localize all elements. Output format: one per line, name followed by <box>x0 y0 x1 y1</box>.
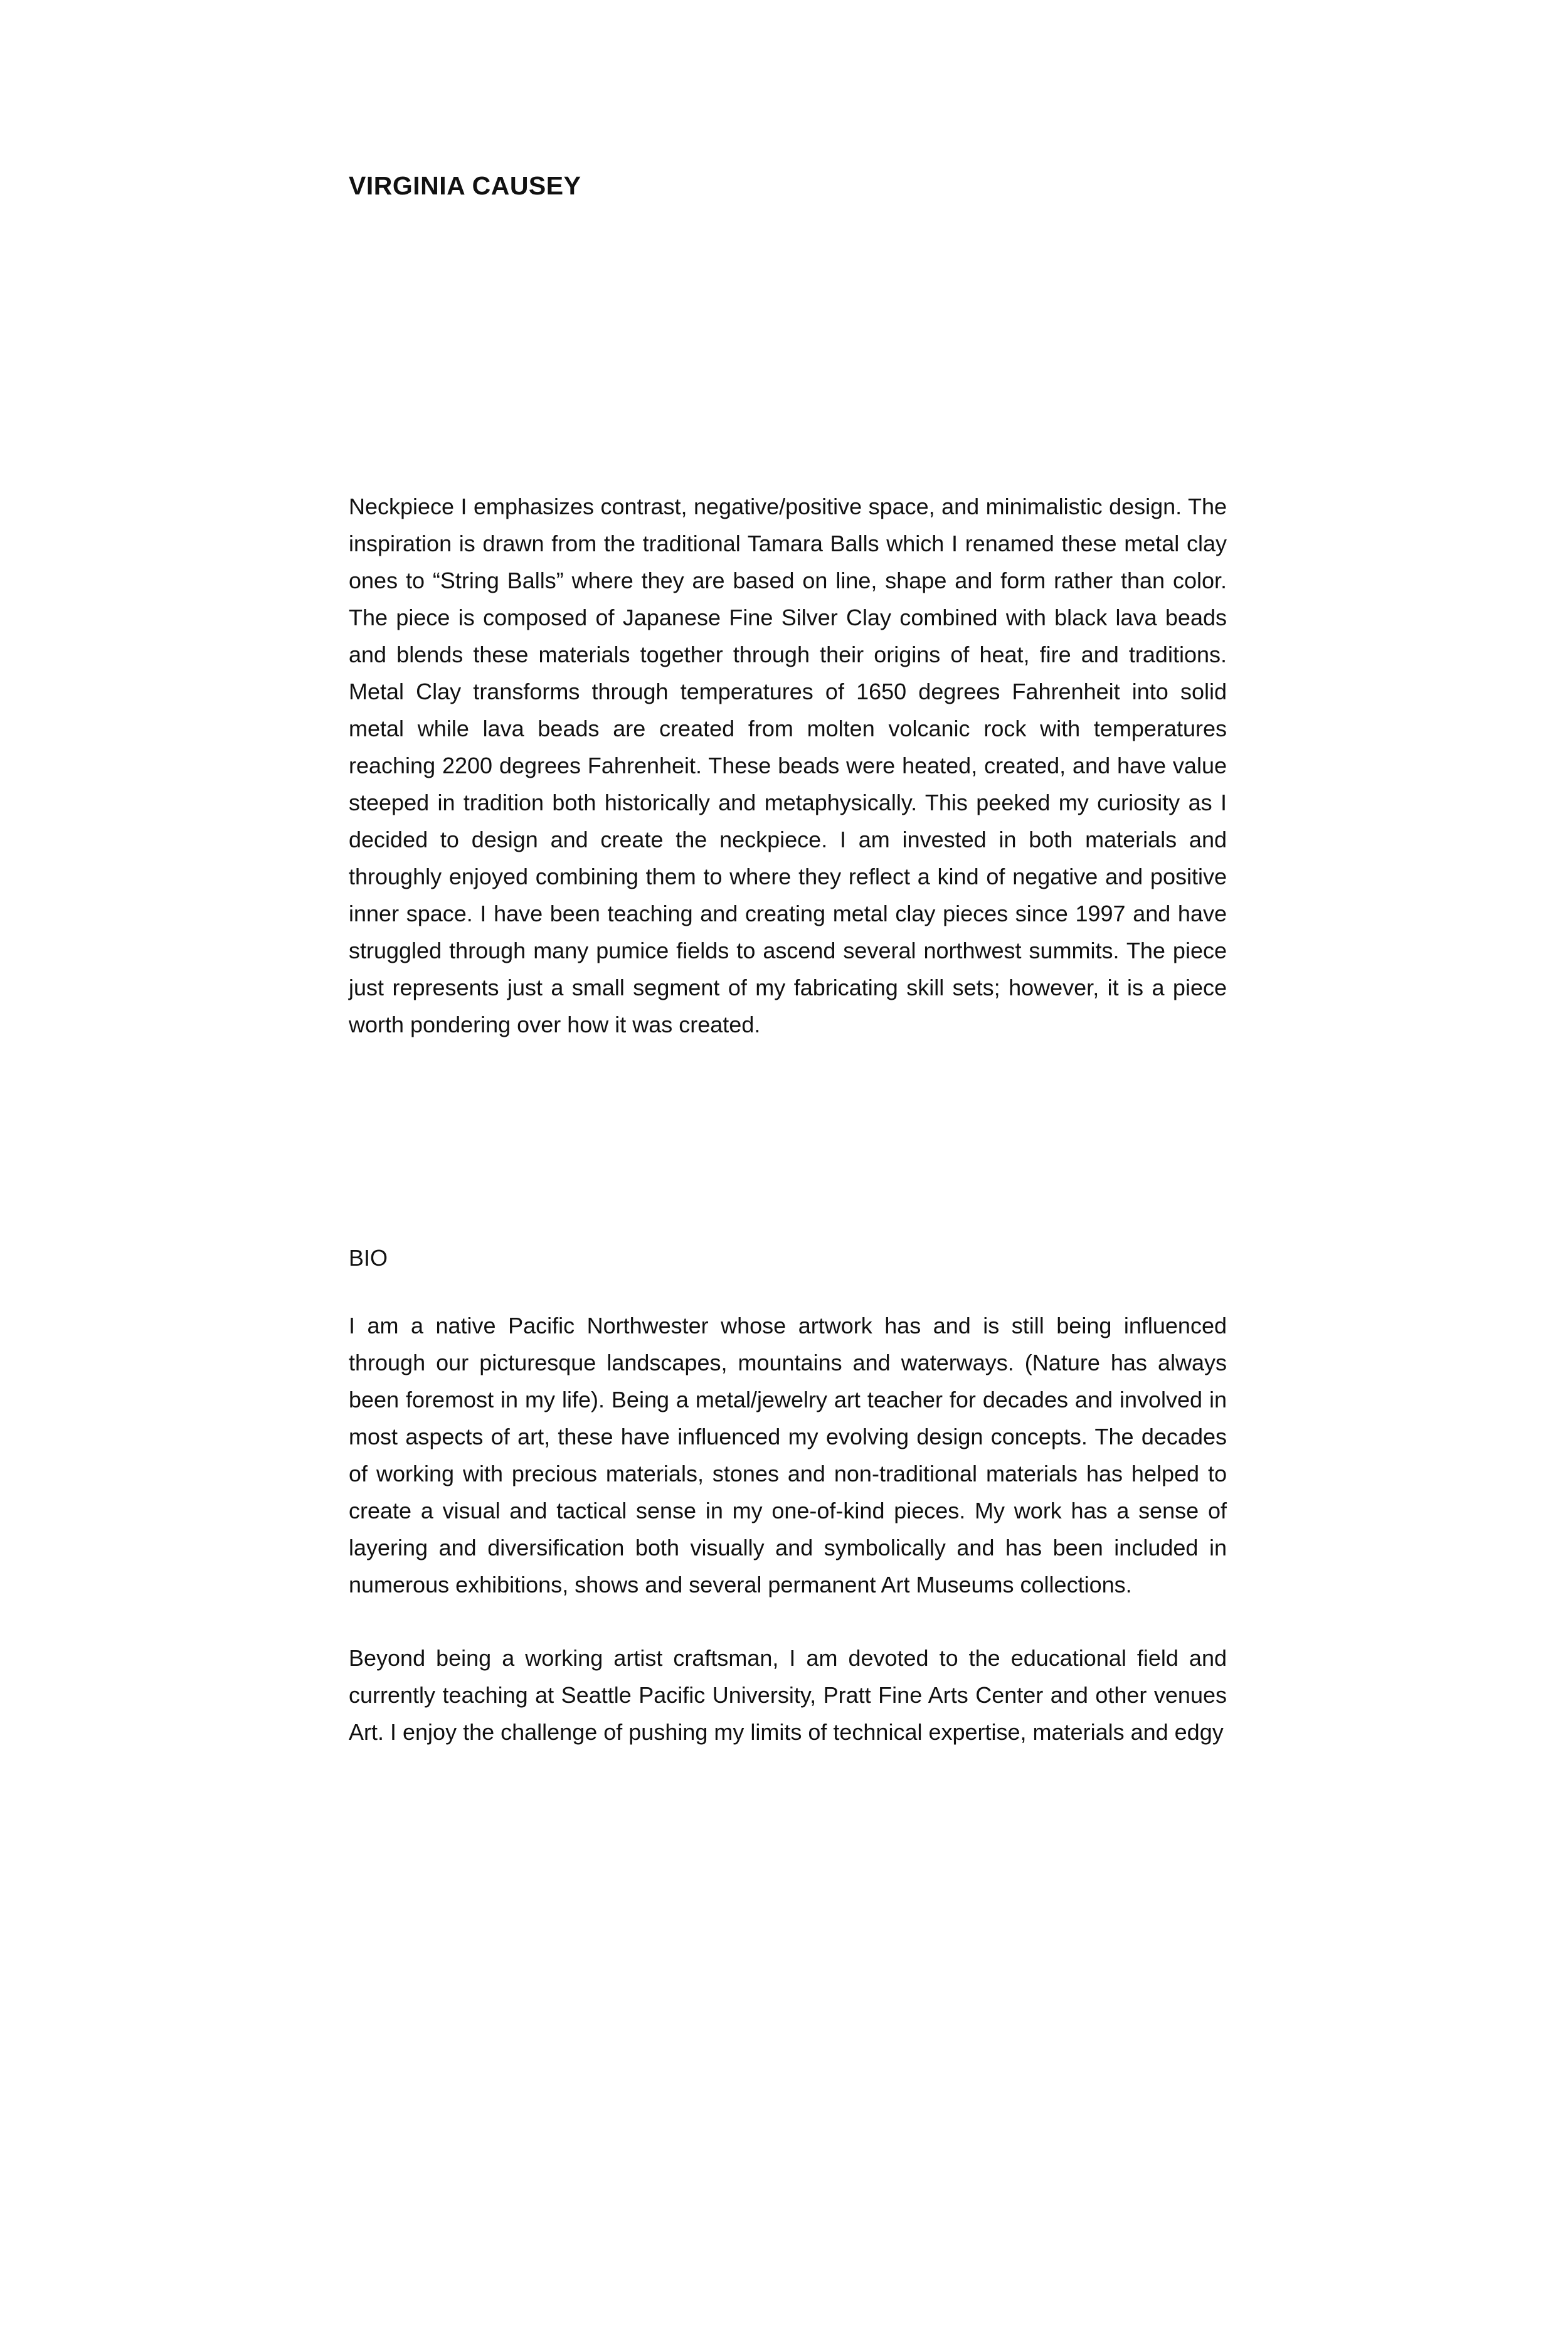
bio-paragraph-2: Beyond being a working artist craftsman, I am devoted to the educational field and currently teaching at Seattle Pacific University, Pratt Fine Arts Center and other venues Art. I enjoy the challenge of pushing my limits of technical expertise, materials and edgy <box>349 1645 1227 1745</box>
bio-heading: BIO <box>349 1245 388 1271</box>
artist-statement-paragraph: Neckpiece I emphasizes contrast, negative/positive space, and minimalistic design. The inspiration is drawn from the traditional Tamara Balls which I renamed these metal clay ones to “String Balls” where they are based on line, shape and form rather than color. The piece is composed of Japanese Fine Silver Clay combined with black lava beads and blends these materials together through their origins of heat, fire and traditions. Metal Clay transforms through temperatures of 1650 degrees Fahrenheit into solid metal while lava beads are created from molten volcanic rock with temperatures reaching 2200 degrees Fahrenheit. These beads were heated, created, and have value steeped in tradition both historically and metaphysically. This peeked my curiosity as I decided to design and create the neckpiece. I am invested in both materials and throughly enjoyed combining them to where they reflect a kind of negative and positive inner space. I have been teaching and creating metal clay pieces since 1997 and have struggled through many pumice fields to ascend several northwest summits. The piece just represents just a small segment of my fabricating skill sets; however, it is a piece worth pondering over how it was created. <box>349 494 1227 1037</box>
artist-name-title: VIRGINIA CAUSEY <box>349 171 581 200</box>
bio-paragraph-1: I am a native Pacific Northwester whose artwork has and is still being influenced through our picturesque landscapes, mountains and waterways. (Nature has always been foremost in my life). Being a metal/jewelry art teacher for decades and involved in most aspects of art, these have influenced my evolving design concepts. The decades of working with precious materials, stones and non-traditional materials has helped to create a visual and tactical sense in my one-of-kind pieces. My work has a sense of layering and diversification both visually and symbolically and has been included in numerous exhibitions, shows and several permanent Art Museums collections. <box>349 1313 1227 1597</box>
